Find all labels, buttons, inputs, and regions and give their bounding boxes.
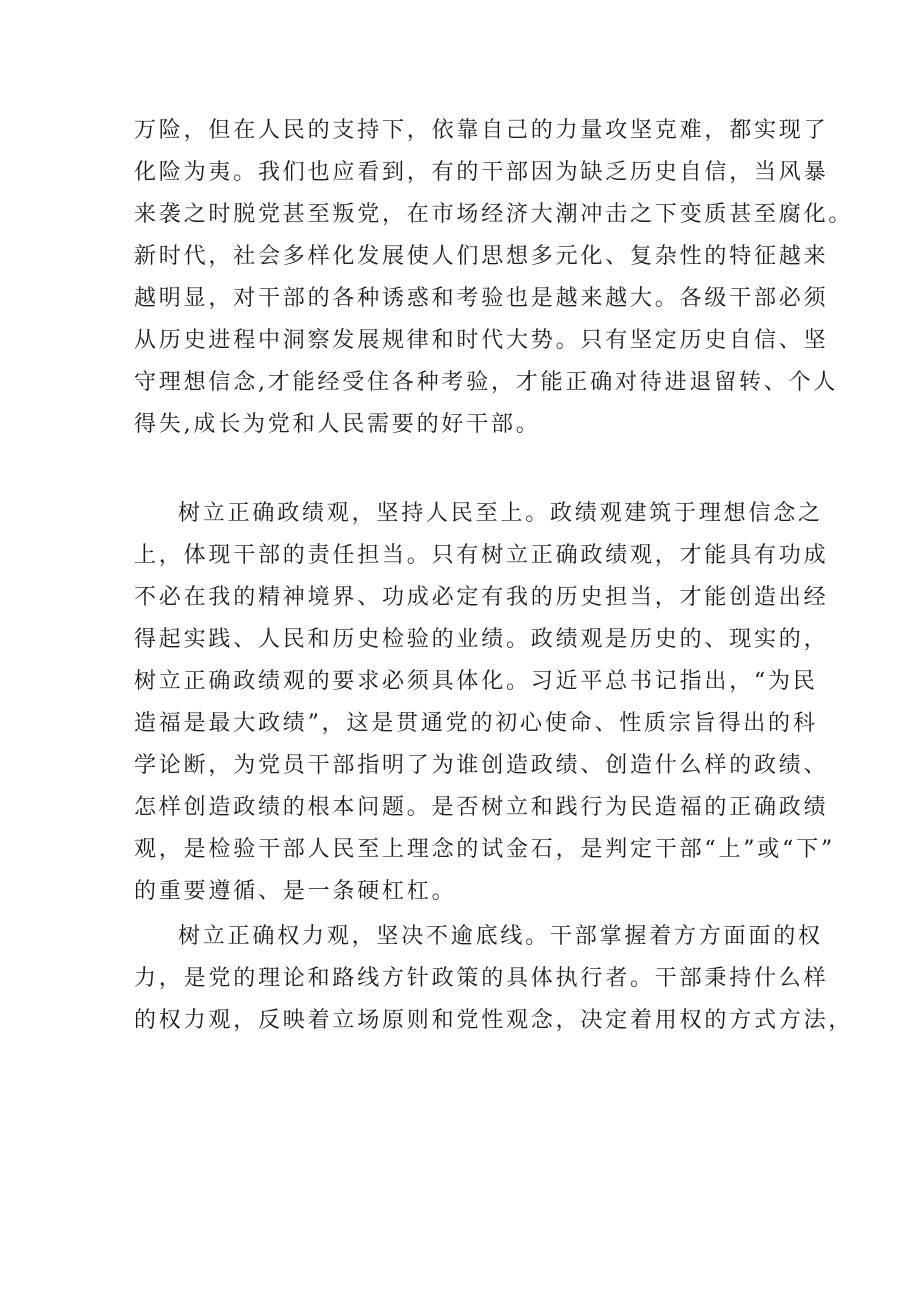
- paragraph-line: 不必在我的精神境界、功成必定有我的历史担当，才能创造出经: [134, 585, 829, 610]
- paragraph-line: 得失,成长为党和人民需要的好干部。: [134, 412, 541, 437]
- paragraph-line: 新时代，社会多样化发展使人们思想多元化、复杂性的特征越来: [134, 244, 829, 269]
- paragraph-line: 树立正确政绩观的要求必须具体化。习近平总书记指出，“为民: [134, 669, 818, 694]
- paragraph-line: 得起实践、人民和历史检验的业绩。政绩观是历史的、现实的，: [134, 627, 829, 652]
- paragraph-line: 越明显，对干部的各种诱惑和考验也是越来越大。各级干部必须: [134, 286, 829, 311]
- paragraph-line: 上，体现干部的责任担当。只有树立正确政绩观，才能具有功成: [134, 543, 829, 568]
- paragraph-line: 树立正确权力观，坚决不逾底线。干部掌握着方方面面的权: [178, 924, 823, 949]
- paragraph-1: [134, 110, 854, 446]
- paragraph-line: 守理想信念,才能经受住各种考验，才能正确对待进退留转、个人: [134, 370, 839, 395]
- paragraph-line: 从历史进程中洞察发展规律和时代大势。只有坚定历史自信、坚: [134, 328, 829, 353]
- paragraph-line: 造福是最大政绩”，这是贯通党的初心使命、性质宗旨得出的科: [134, 711, 818, 736]
- paragraph-line: 怎样创造政绩的根本问题。是否树立和践行为民造福的正确政绩: [134, 795, 829, 820]
- paragraph-line: 的重要遵循、是一条硬杠杠。: [134, 879, 457, 904]
- paragraph-line: 万险，但在人民的支持下，依靠自己的力量攻坚克难，都实现了: [134, 118, 829, 143]
- paragraph-3: [134, 916, 854, 1042]
- paragraph-line: 观，是检验干部人民至上理念的试金石，是判定干部“上”或“下”: [134, 837, 835, 862]
- paragraph-2: [134, 493, 835, 913]
- paragraph-line: 力，是党的理论和路线方针政策的具体执行者。干部秉持什么样: [134, 966, 829, 991]
- paragraph-line: 树立正确政绩观，坚持人民至上。政绩观建筑于理想信念之: [178, 501, 823, 526]
- paragraph-line: 来袭之时脱党甚至叛党，在市场经济大潮冲击之下变质甚至腐化。: [134, 202, 854, 227]
- paragraph-line: 的权力观，反映着立场原则和党性观念，决定着用权的方式方法，: [134, 1008, 854, 1033]
- paragraph-line: 学论断，为党员干部指明了为谁创造政绩、创造什么样的政绩、: [134, 753, 829, 778]
- paragraph-line: 化险为夷。我们也应看到，有的干部因为缺乏历史自信，当风暴: [134, 160, 829, 185]
